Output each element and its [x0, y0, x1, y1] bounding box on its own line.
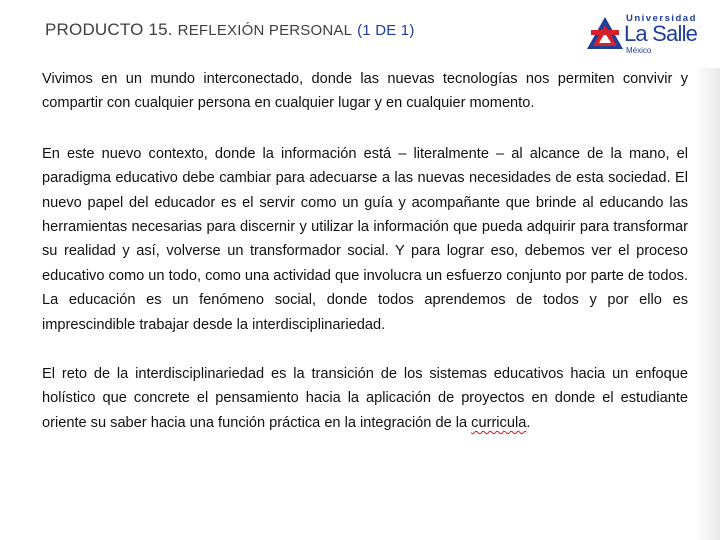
paragraph-3-end: . — [526, 414, 531, 431]
la-salle-star-icon — [586, 16, 624, 52]
logo-country: México — [626, 46, 652, 55]
slide-title-count: (1 DE 1) — [357, 22, 415, 39]
slide-title-subtitle: REFLEXIÓN PERSONAL — [177, 22, 353, 39]
logo-brand-name: La Salle — [624, 21, 698, 46]
slide-title-main: PRODUCTO 15. — [45, 20, 173, 39]
paragraph-3-text: El reto de la interdisciplinariedad es la transición de los sistemas educativos hacia un enfoque holístico que concrete el pensamiento hacia la aplicación de proyectos en donde el estudiante oriente su saber hacia una función práctica en la integración de la — [42, 366, 688, 431]
logo-university-label: Universidad — [626, 13, 697, 24]
la-salle-logo — [586, 12, 698, 56]
paragraph-3 — [42, 362, 688, 435]
reflection-text-box — [42, 64, 688, 514]
slide-edge-shadow — [694, 68, 720, 540]
spellcheck-flagged-word: curricula — [471, 414, 527, 431]
paragraph-2: En este nuevo contexto, donde la información está – literalmente – al alcance de la mano, el paradigma educativo debe cambiar para adecuarse a las nuevas necesidades de esta sociedad. El nuevo papel del educador es el servir como un guía y acompañante que brinde al educando las herramientas necesarias para discernir y utilizar la información que pueda adquirir para transformar su realidad y así, volverse un transformador social. Y para lograr eso, debemos ver el proceso educativo como un todo, como una actividad que involucra un esfuerzo conjunto por parte de todos. La educación es un fenómeno social, donde todos aprendemos de todos y por ello es imprescindible trabajar desde la interdisciplinariedad. — [42, 145, 688, 333]
slide-title — [45, 20, 415, 40]
paragraph-1: Vivimos en un mundo interconectado, donde las nuevas tecnologías nos permiten convivir y compartir con cualquier persona en cualquier lugar y en cualquier momento. — [42, 71, 688, 112]
